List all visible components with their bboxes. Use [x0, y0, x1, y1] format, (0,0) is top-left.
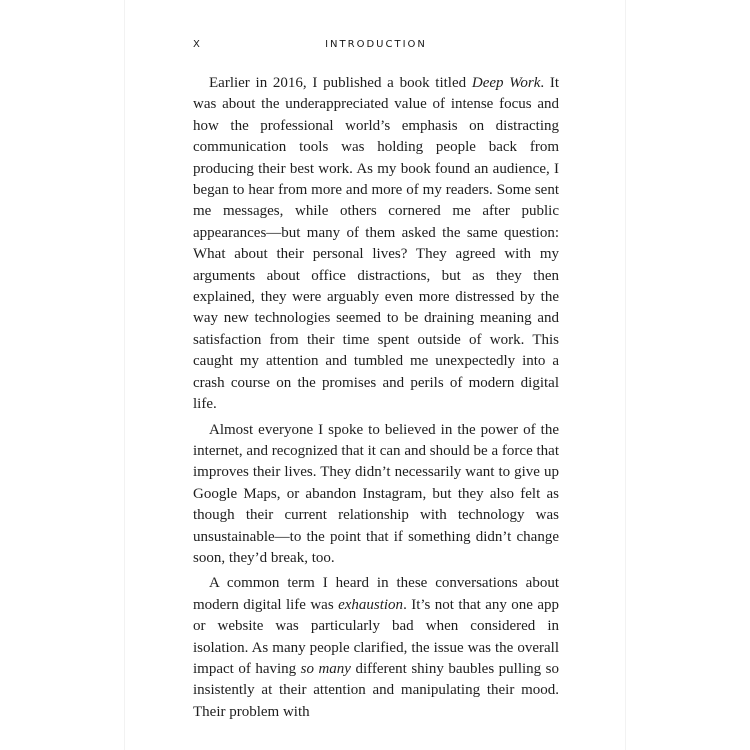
text-run: different shiny baubles pulling so insistently at their attention and manipulating their mood. Their problem with [193, 660, 559, 720]
paragraph [193, 73, 559, 416]
book-page [124, 0, 626, 750]
text-run: . It was about the underappreciated value of intense focus and how the professional world’s emphasis on distracting communication tools was holding people back from producing their best work. As my book found an audience, I began to hear from more and more of my readers. Some sent me messages, while others cornered me after public appearances—but many of them asked the same question: What about their personal lives? They agreed with my arguments about office distractions, but as they then explained, they were arguably even more distressed by the way new technologies seemed to be draining meaning and satisfaction from their time spent outside of work. This caught my attention and tumbled me unexpectedly into a crash course on the promises and perils of modern digital life. [193, 75, 560, 413]
body-text [193, 73, 559, 727]
italic-run: exhaustion [338, 596, 404, 613]
italic-run: Deep Work [471, 75, 541, 91]
italic-run: so many [300, 660, 351, 677]
text-run: Almost everyone I spoke to believed in the power of the internet, and recognized that it can and should be a force that improves their lives. They didn’t necessarily want to give up Google Maps, or abandon Instagram, but they also felt as though their current relationship with technology was unsustainable—to the point that if something didn’t change soon, they’d break, too. [193, 421, 559, 566]
text-run: . It’s not that any one app or website was particularly bad when considered in isolation. As many people clarified, the issue was the overall impact of having [193, 596, 559, 677]
page-number: X [193, 39, 202, 50]
chapter-title: INTRODUCTION [325, 39, 427, 50]
paragraph [193, 420, 559, 570]
text-run: A common term I heard in these conversations about modern digital life was [193, 575, 559, 613]
paragraph [193, 573, 559, 723]
running-head [193, 39, 559, 53]
text-run: Earlier in 2016, I published a book titled [209, 75, 472, 91]
